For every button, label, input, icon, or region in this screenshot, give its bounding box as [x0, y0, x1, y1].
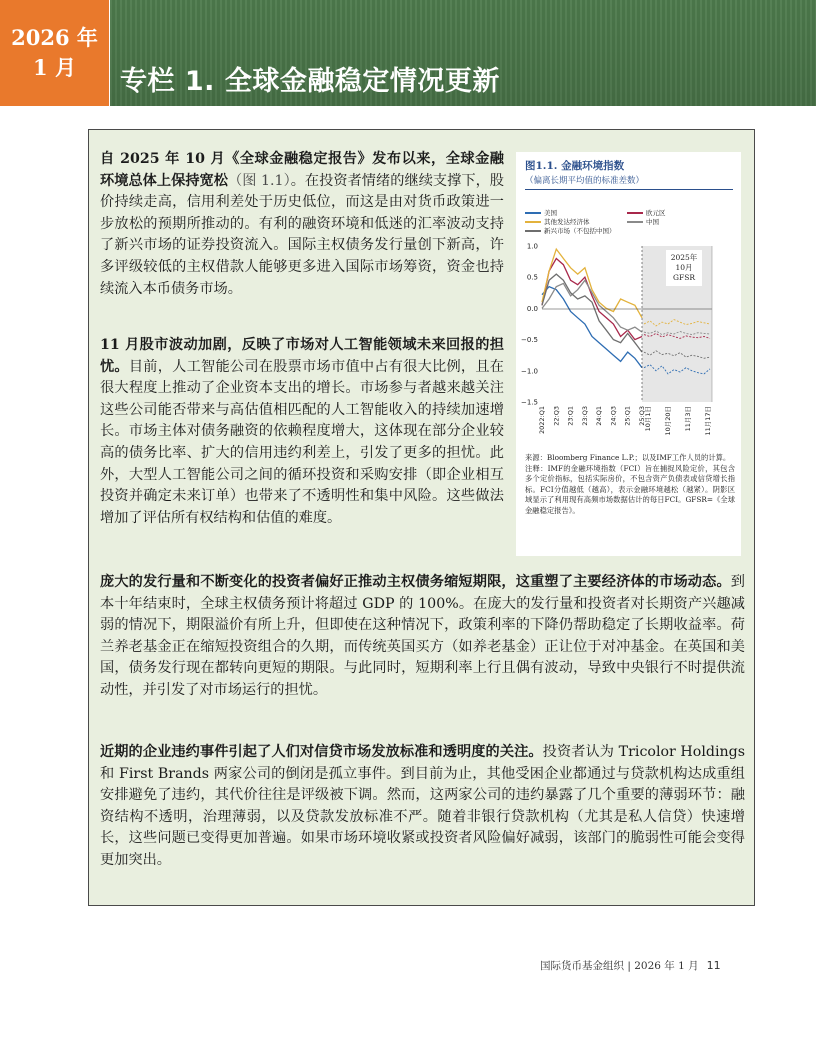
paragraph-4	[100, 742, 745, 872]
figure-source: 来源：Bloomberg Finance L.P.；以及IMF工作人员的计算。	[525, 453, 731, 462]
paragraph-1	[100, 149, 504, 300]
legend-item-us	[525, 208, 557, 217]
legend-swatch-china	[627, 221, 643, 223]
footer-publisher: 国际货币基金组织 | 2026 年 1 月	[540, 960, 699, 972]
legend-label-euro: 欧元区	[646, 209, 666, 217]
figure-1-1	[516, 152, 741, 556]
legend-label-us: 美国	[544, 209, 557, 217]
paragraph-4-body: 投资者认为 Tricolor Holdings 和 First Brands 两家公司的倒闭是孤立事件。到目前为止，其他受困企业都通过与贷款机构达成重组安排避免了违约，其代价往往是评级被下调。然而，这两家公司的违约暴露了几个重要的薄弱环节：融资结构不透明，治理薄弱，以及贷款发放标准不严。随着非银行贷款机构（尤其是私人信贷）快速增长，这些问题已变得更加普遍。如果市场环境收紧或投资者风险偏好减弱，该部门的脆弱性可能会变得更加突出。	[100, 744, 745, 868]
x-tick-label-daily: 11月17日	[704, 406, 712, 436]
issue-date-year: 2026 年	[11, 25, 98, 50]
legend-swatch-other-adv	[525, 221, 541, 223]
gfsr-annotation-line2: 10月	[675, 263, 693, 272]
y-tick-label: 0.0	[526, 304, 538, 313]
page-footer	[540, 958, 740, 973]
y-tick-label: −1.5	[521, 398, 538, 407]
figure-subtitle: （偏离长期平均值的标准差数）	[525, 176, 645, 186]
page-number: 11	[706, 959, 721, 972]
gfsr-annotation-line3: GFSR	[673, 273, 695, 282]
legend-item-china	[627, 217, 659, 226]
y-axis	[521, 243, 538, 407]
paragraph-2-lead: 11 月股市波动加剧，反映了市场对人工智能领域未来回报的担忧。	[100, 337, 504, 375]
x-tick-label: 23:Q1	[566, 406, 575, 426]
x-tick-label: 25:Q1	[623, 406, 632, 426]
box-panel	[88, 129, 755, 906]
x-tick-label: 23:Q3	[580, 406, 589, 426]
figure-notes	[525, 453, 735, 516]
x-axis	[538, 406, 712, 436]
y-tick-label: −0.5	[521, 336, 538, 345]
x-tick-label-daily: 11月3日	[684, 406, 692, 432]
gfsr-annotation-line1: 2025年	[670, 253, 698, 262]
legend-label-china: 中国	[646, 218, 659, 226]
paragraph-3-body: 到本十年结束时，全球主权债务预计将超过 GDP 的 100%。在庞大的发行量和投资者对长期资产兴趣减弱的情况下，期限溢价有所上升，但即使在这种情况下，政策利率的下降仍帮助稳定了长期收益率。荷兰养老基金正在缩短投资组合的久期，而传统英国买方（如养老基金）正让位于对冲基金。在英国和美国，债务发行现在都转向更短的期限。与此同时，短期利率上行且偶有波动，导致中央银行不时提供流动性，并引发了对市场运行的担忧。	[100, 574, 745, 698]
series-line-quarterly	[542, 287, 642, 368]
x-tick-label: 24:Q1	[595, 406, 604, 426]
issue-date-month: 1 月	[33, 55, 76, 80]
paragraph-3-lead: 庞大的发行量和不断变化的投资者偏好正推动主权债务缩短期限，这重塑了主要经济体的市场动态。	[100, 574, 731, 590]
legend-swatch-euro	[627, 212, 643, 214]
y-tick-label: −1.0	[521, 367, 538, 376]
y-tick-label: 0.5	[526, 273, 538, 282]
paragraph-1-lead: 自 2025 年 10 月《全球金融稳定报告》发布以来，全球金融环境总体上保持宽松	[100, 151, 504, 189]
legend-label-other-adv: 其他发达经济体	[544, 218, 590, 226]
box-title: 专栏 1. 全球金融稳定情况更新	[120, 66, 500, 97]
paragraph-3	[100, 572, 745, 702]
figure-title: 图1.1. 金融环境指数	[525, 160, 625, 172]
x-tick-label: 24:Q3	[609, 406, 618, 426]
figure-note: 注释：IMF的金融环境指数（FCI）旨在捕捉风险定价，其包含多个定价指标，包括实际房价，不包含资产负债表或信贷增长指标。FCI分值越低（越高），表示金融环境越松（越紧）。阴影区域显示了利用现有高频市场数据估计的每日FCI。GFSR=《全球金融稳定报告》。	[525, 463, 735, 515]
paragraph-1-body: 。在投资者情绪的继续支撑下，股价持续走高，信用利差处于历史低位，而这是由对货币政策进一步放松的预期所推动的。有利的融资环境和低迷的汇率波动支持了新兴市场的证券投资流入。国际主权债务发行量创下新高，许多评级较低的主权借款人能够更多进入国际市场筹资，资金也持续流入本币债务市场。	[100, 172, 504, 297]
y-tick-label: 1.0	[526, 242, 538, 251]
legend-label-em: 新兴市场（不包括中国）	[544, 227, 616, 235]
legend-swatch-us	[525, 212, 541, 214]
paragraph-2	[100, 335, 504, 529]
x-tick-label-daily: 10月20日	[664, 406, 672, 436]
x-tick-label-daily: 10月1日	[644, 406, 652, 432]
issue-date-tab	[0, 0, 109, 106]
legend-item-other-adv	[525, 217, 590, 226]
x-tick-label: 22:Q3	[552, 406, 561, 426]
figure-title-rule	[525, 189, 733, 190]
figure-reference: （图 1.1）	[228, 172, 291, 189]
x-tick-label: 2022:Q1	[538, 406, 546, 434]
paragraph-4-lead: 近期的企业违约事件引起了人们对信贷市场发放标准和透明度的关注。	[100, 744, 543, 760]
paragraph-2-body: 目前，人工智能公司在股票市场市值中占有很大比例，且在很大程度上推动了企业资本支出的增长。市场参与者越来越关注这些公司能否带来与高估值相匹配的人工智能收入的持续加速增长。市场主体对债务融资的依赖程度增大，这体现在部分企业较高的债务比率、扩大的信用违约利差上，引发了更多的担忧。此外，大型人工智能公司之间的循环投资和采购安排（即企业相互投资并确定未来订单）也带来了不透明性和集中风险。这些做法增加了评估所有权结构和估值的难度。	[100, 358, 504, 526]
x-tick-label: 25:Q3	[638, 406, 646, 426]
legend-item-euro	[627, 208, 666, 217]
fci-line-chart	[516, 230, 741, 460]
series-line-quarterly	[542, 259, 642, 340]
